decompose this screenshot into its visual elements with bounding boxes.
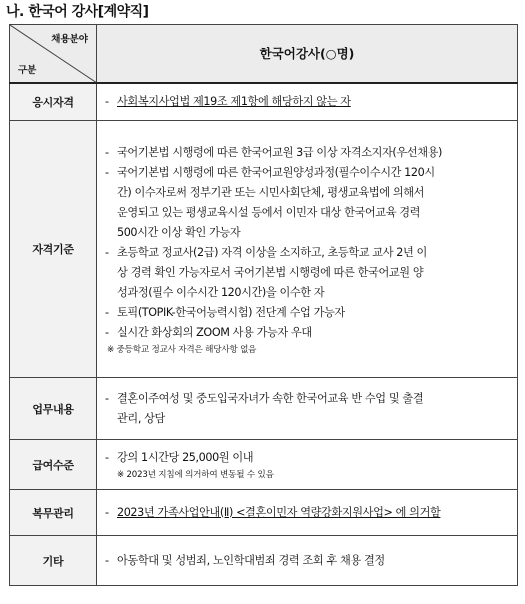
duties-label: 업무내용 [10,378,97,440]
header-diagonal-cell [10,25,97,83]
list-item: - 초등학교 정교사(2급) 자격 이상을 소지하고, 초등학교 교사 2년 이 [105,246,427,259]
qualifications-row [10,121,518,378]
management-label: 복무관리 [10,490,97,536]
list-item: - 실시간 화상회의 ZOOM 사용 가능자 우대 [105,326,312,339]
list-item: - 사회복지사업법 제19조 제1항에 해당하지 않는 자 [105,94,351,108]
category-label: 구분 [18,64,37,76]
list-item: - 결혼이주여성 및 중도입국자녀가 속한 한국어교육 반 수업 및 출결 [105,391,424,405]
other-row [10,536,518,586]
section-title: 나. 한국어 강사[계약직] [6,4,149,20]
list-item: - 국어기본법 시행령에 따른 한국어교원양성과정(필수이수시간 120시 [105,166,435,179]
table-header-row [10,25,518,83]
eligibility-row [10,83,518,121]
list-item: - 강의 1시간당 25,000원 이내 [105,450,254,464]
management-row [10,490,518,536]
eligibility-label: 응시자격 [10,83,97,121]
duties-row [10,378,518,440]
list-item: - 아동학대 및 성범죄, 노인학대범죄 경력 조회 후 채용 결정 [105,553,385,567]
field-label: 채용분야 [51,34,88,45]
position-header: 한국어강사(○명) [97,25,518,83]
other-label: 기타 [10,536,97,586]
salary-content [97,440,518,490]
list-item: - 2023년 가족사업안내(Ⅱ) <결혼이민자 역량강화지원사업> 에 의거함 [105,505,441,519]
salary-row [10,440,518,490]
list-item: - 토픽(TOPIK-한국어능력시험) 전단계 수업 가능자 [105,306,345,319]
duties-content: - 결혼이주여성 및 중도입국자녀가 속한 한국어교육 반 수업 및 출결 관리, 상담 [97,378,518,440]
qualifications-label: 자격기준 [10,121,97,378]
salary-note: ※ 2023년 지침에 의거하여 변동될 수 있음 [117,469,274,480]
qualifications-content: - 국어기본법 시행령에 따른 한국어교원 3급 이상 자격소지자(우선채용) - 국어기본법 시행령에 따른 한국어교원양성과정(필수이수시간 120시 간) 이수자로써 정부기관 또는 시민사회단체, 평생교육법에 의해서 운영되고 있는 평생교육시설 등에서 이민자 대상 한국어교육 경력 500시간 이상 확인 가능자 - 초등학교 정교사(2급) 자격 이상을 소지하고, 초등학교 교사 2년 이 상 경력 확인 가능자로서 국어기본법 시행령에 따른 한국어교원 양 성과정(필수 이수시간 120시간)을 이수한 자 - 토픽(TOPIK-한국어능력시험) 전단계 수업 가능자 - 실시간 화상회의 ZOOM 사용 가능자 우대 ※ 중등학교 정교사 자격은 해당사항 없음 [97,121,518,378]
recruitment-table [9,24,518,586]
list-item: - 국어기본법 시행령에 따른 한국어교원 3급 이상 자격소지자(우선채용) [105,146,442,159]
qualifications-note: ※ 중등학교 정교사 자격은 해당사항 없음 [107,345,257,355]
management-content [97,490,518,536]
other-content [97,536,518,586]
eligibility-content [97,83,518,121]
salary-label: 급여수준 [10,440,97,490]
